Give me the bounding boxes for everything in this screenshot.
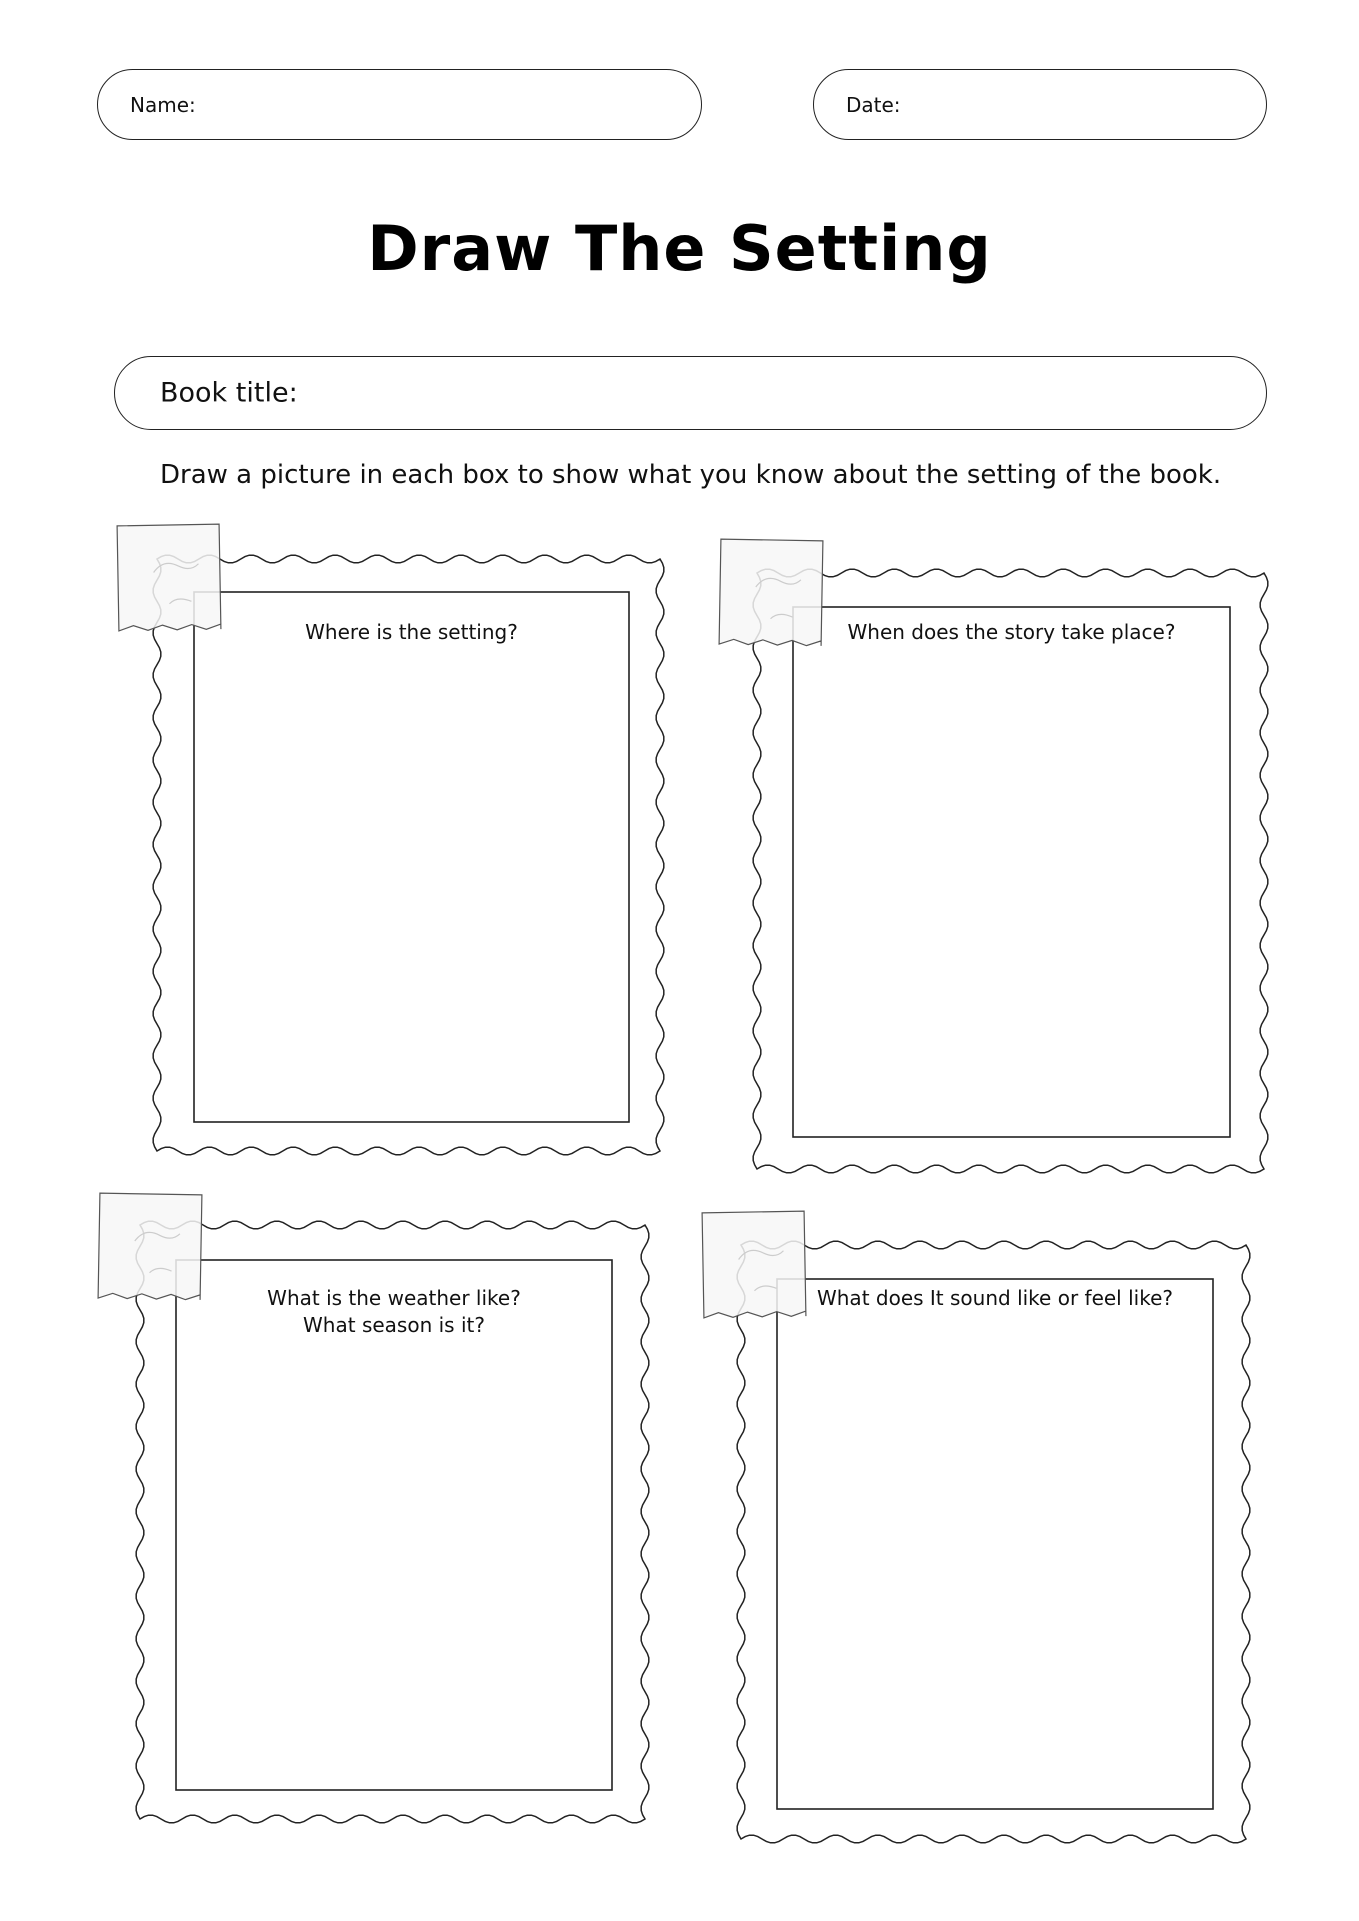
- prompt-line: What does It sound like or feel like?: [816, 1286, 1173, 1310]
- book-title-label: Book title:: [160, 377, 298, 409]
- drawing-area[interactable]: [777, 1279, 1213, 1809]
- prompt-line: What season is it?: [303, 1313, 485, 1337]
- date-field[interactable]: [813, 69, 1267, 140]
- book-title-field[interactable]: [114, 356, 1267, 430]
- drawing-area[interactable]: [793, 607, 1230, 1137]
- drawing-box-setting[interactable]: [106, 513, 672, 1163]
- name-label: Name:: [130, 92, 196, 117]
- prompt-when: [793, 619, 1230, 646]
- drawing-area[interactable]: [194, 592, 629, 1122]
- drawing-area[interactable]: [176, 1260, 612, 1790]
- prompt-where: [194, 619, 629, 646]
- tape-icon: [117, 524, 221, 631]
- tape-icon: [98, 1193, 202, 1300]
- prompt-line: When does the story take place?: [847, 620, 1176, 644]
- prompt-weather: [176, 1285, 612, 1339]
- page-title: Draw The Setting: [367, 212, 992, 285]
- date-label: Date:: [846, 92, 901, 117]
- name-field[interactable]: [97, 69, 702, 140]
- prompt-line: Where is the setting?: [305, 620, 518, 644]
- prompt-sound: [777, 1285, 1213, 1312]
- instructions-text: Draw a picture in each box to show what you know about the setting of the book.: [160, 460, 1222, 490]
- drawing-box-weather[interactable]: [87, 1182, 657, 1831]
- prompt-line: What is the weather like?: [267, 1286, 521, 1310]
